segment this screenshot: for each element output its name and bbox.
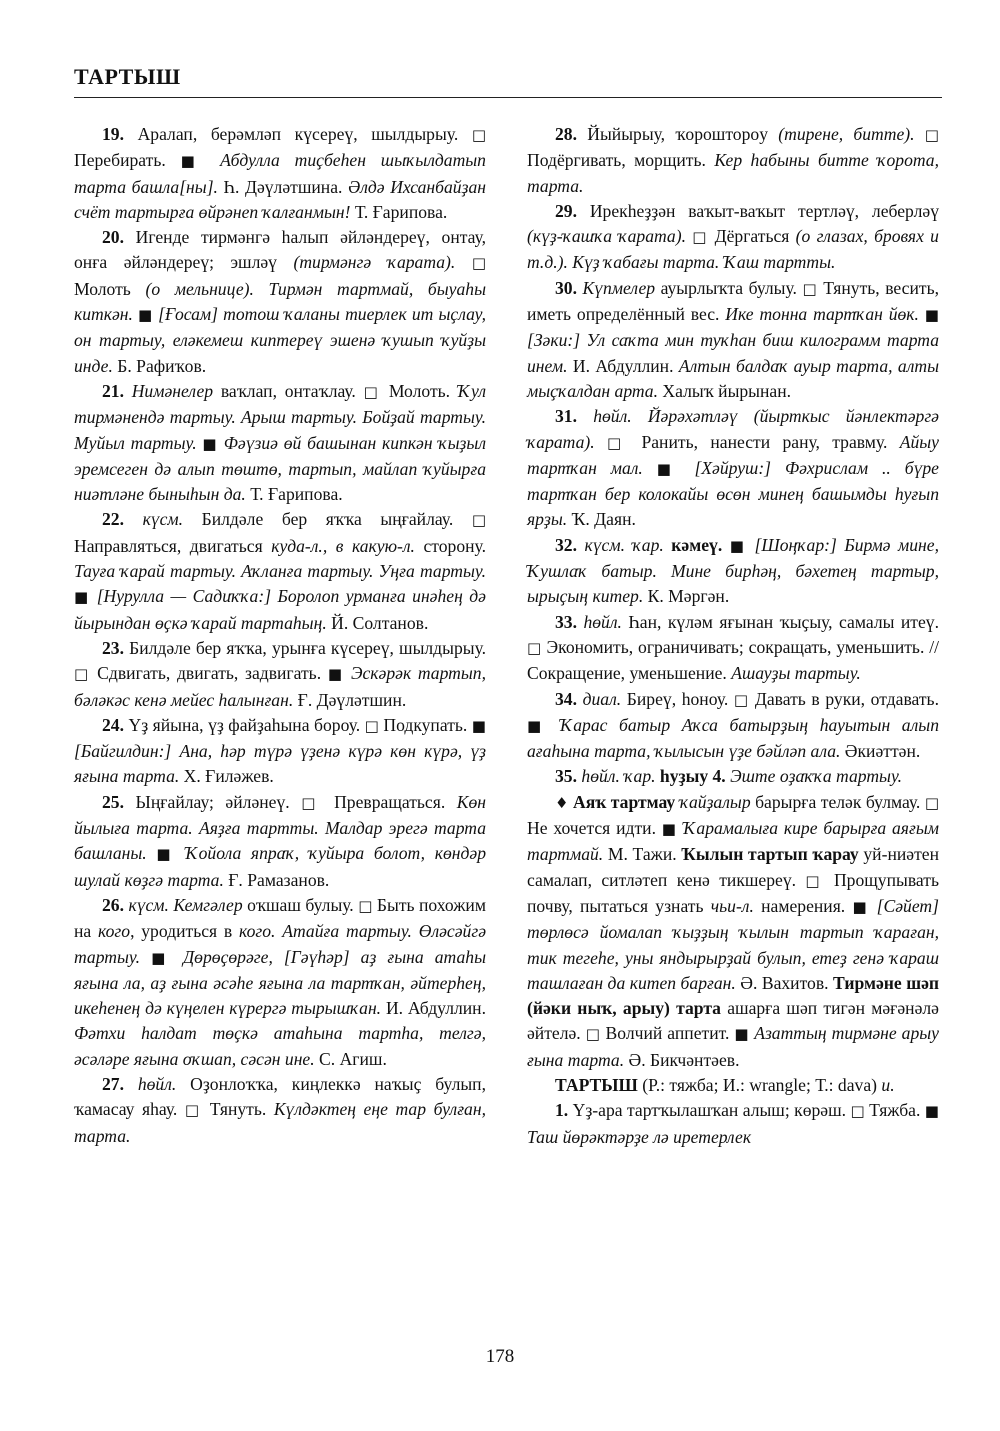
sense-number: 24. xyxy=(102,714,124,735)
example-quote-marker-icon: ■ xyxy=(74,588,91,607)
page-header-title: ТАРТЫШ xyxy=(74,64,181,89)
entry-text: С. Агиш. xyxy=(314,1048,387,1069)
russian-translation-marker-icon: □ xyxy=(802,279,818,298)
italic-text: һөйл. Йәрәхәтләү (йырткыс йәнлектәргә ҡарата). xyxy=(527,406,939,452)
entry-text: Ирекһеҙҙән ваҡыт-ваҡыт тертләү, леберләү xyxy=(577,200,939,221)
example-quote-marker-icon: ■ xyxy=(156,845,176,864)
entry-paragraph xyxy=(527,790,939,1073)
entry-paragraph xyxy=(74,790,486,893)
right-column xyxy=(527,122,939,1150)
sense-number: 21. xyxy=(102,380,124,401)
bold-term: һуҙыу 4. xyxy=(655,766,726,787)
sense-number: 25. xyxy=(102,791,124,812)
entry-text: Х. Ғиләжев. xyxy=(179,766,274,787)
entry-paragraph xyxy=(74,636,486,713)
entry-text: Й. Солтанов. xyxy=(326,612,429,633)
italic-text: кого. Атайға тартыу. Өләсәйгә тартыу. xyxy=(74,921,487,967)
entry-text: Билдәле бер яҡҡа, урынға күсереү, шылдырыу. xyxy=(124,637,486,658)
sense-number: 29. xyxy=(555,200,577,221)
italic-text: Айыу тартҡан мал. xyxy=(527,431,939,478)
entry-text: Ғ. Дәүләтшин. xyxy=(293,689,407,710)
russian-translation-marker-icon: □ xyxy=(692,228,709,247)
italic-text: Күпмелер xyxy=(577,277,656,298)
sense-number: 20. xyxy=(102,227,124,248)
italic-text: и. xyxy=(881,1074,895,1095)
russian-translation-marker-icon: □ xyxy=(358,896,373,915)
entry-text: Үҙ яйына, үҙ файҙаһына бороу. xyxy=(124,714,365,735)
entry-text: Экономить, ограничивать; сокращать, уменьшить. // Сокращение, уменьшение. xyxy=(527,636,939,684)
russian-translation-marker-icon: □ xyxy=(924,126,939,144)
entry-text: ашарға шәп тигән мәғәнәлә әйтелә. xyxy=(527,998,939,1044)
italic-text: Әлдә Ихсанбайҙан счёт тартырға өйрәнеп ҡалғанмын! xyxy=(74,176,486,222)
entry-text: Подёргивать, морщить. xyxy=(527,150,715,171)
entry-text: Быть похожим на xyxy=(74,894,486,942)
italic-text: Алтын балдаҡ ауыр тарта, алты мыҫҡалдан арта. xyxy=(527,355,939,401)
italic-text: Ҡарас батыр Аҡса батырҙың һауытын алып ағаһына тарта, ҡылысын үҙе бәйләп ала. xyxy=(527,714,939,762)
entry-text: сторону. xyxy=(414,535,486,556)
italic-text: күсм. ҡар. xyxy=(577,534,664,555)
russian-translation-marker-icon: □ xyxy=(924,793,939,812)
italic-text: Дөрөҫөрәге, [Гәүһәр] аҙ ғына атаһы яғына ла, аҙ ғына әсәһе яғына ла тартҡан, әйтерһең, икеһенең дә күңелен күрергә тырышҡан. xyxy=(74,946,486,1019)
entry-text: Ранить, нанести рану, травму. xyxy=(629,431,900,452)
russian-translation-marker-icon: □ xyxy=(471,254,487,273)
entry-text: Игенде тирмәнгә һалып әйләндереү, онтау, онға әйләндереү; эшләү xyxy=(74,227,486,273)
entry-text: Прощупывать почву, пытаться узнать xyxy=(527,869,939,916)
sense-number: 34. xyxy=(555,688,577,709)
sense-number: 31. xyxy=(555,406,577,427)
italic-text: Ҡарамалыға кире барырға аяғым тартмай. xyxy=(527,818,939,865)
entry-text: барырға теләк булмау. xyxy=(750,791,925,812)
entry-paragraph xyxy=(527,1098,939,1150)
entry-text: Перебирать. xyxy=(74,150,181,171)
entry-text: , уродиться в xyxy=(130,921,240,942)
italic-text: һөйл. xyxy=(124,1073,177,1094)
italic-text: Таш йөрәктәрҙе лә иретерлек xyxy=(527,1126,752,1147)
italic-text: Көн йылыға тарта. Аяҙға тартты. Малдар эрегә тарта башланы. xyxy=(74,791,486,864)
entry-paragraph xyxy=(74,713,486,790)
example-quote-marker-icon: ■ xyxy=(202,434,218,453)
entry-text: Оҙонлоҡҡа, киңлеккә наҡыҫ булып, ҡамасау яһау. xyxy=(74,1073,486,1120)
entry-text xyxy=(722,535,730,555)
italic-text: (тирмәнгә ҡарата). xyxy=(293,252,456,273)
entry-text xyxy=(455,252,472,272)
bold-term: Аяҡ тартмау xyxy=(568,791,676,812)
entry-text: И. Абдуллин. xyxy=(381,998,486,1019)
entry-text: Молоть. xyxy=(381,380,458,401)
russian-translation-marker-icon: □ xyxy=(301,793,323,812)
italic-text: Ҡул тирмәнендә тартыу. Арыш тартыу. Бойҙай тартыу. Муйыл тартыу. xyxy=(74,380,486,453)
entry-text: Т. Ғарипова. xyxy=(350,201,448,222)
entry-paragraph xyxy=(74,893,486,1072)
italic-text: (о мельнице). Тирмән тартмай, быуаһы киткән. xyxy=(74,278,486,325)
italic-text: [Байгилдин:] Ана, һәр түрә үҙенә күрә көн күрә, үҙ яғына тарта. xyxy=(74,741,486,787)
entry-paragraph xyxy=(527,199,939,276)
entry-text: Ә. Вахитов. xyxy=(735,972,834,993)
russian-translation-marker-icon: □ xyxy=(74,665,91,684)
entry-text: К. Мәргән. xyxy=(643,586,730,607)
entry-paragraph xyxy=(74,122,486,225)
entry-text: уй-ниәтен самалап, ситләтеп кенә тикшереү. xyxy=(527,844,940,890)
example-quote-marker-icon: ■ xyxy=(924,1102,939,1121)
russian-translation-marker-icon: □ xyxy=(364,716,379,735)
sense-number: 26. xyxy=(102,894,124,915)
entry-paragraph xyxy=(527,276,939,404)
italic-text: чьи-л. xyxy=(710,895,754,916)
russian-translation-marker-icon: □ xyxy=(184,1101,203,1120)
entry-text xyxy=(147,843,157,863)
russian-translation-marker-icon: □ xyxy=(585,1025,601,1044)
entry-paragraph xyxy=(74,225,486,379)
italic-text: Кер һабыны битте ҡорота, тарта. xyxy=(527,150,939,196)
bold-term: Тирмәне шәп (йәки ныҡ, арыу) тарта xyxy=(527,972,940,1019)
russian-translation-marker-icon: □ xyxy=(733,690,750,709)
entry-text: Аралап, берәмләп күсереү, шылдырыу. xyxy=(124,124,472,144)
entry-text: оҡшаш булыу. xyxy=(242,894,359,915)
entry-paragraph xyxy=(527,764,939,789)
entry-text: Подкупать. xyxy=(378,714,472,735)
sense-number: 27. xyxy=(102,1073,124,1094)
page-number: 178 xyxy=(485,1346,515,1367)
example-quote-marker-icon: ■ xyxy=(852,897,870,916)
example-quote-marker-icon: ■ xyxy=(151,948,172,967)
entry-paragraph xyxy=(527,1073,939,1098)
sense-number: 23. xyxy=(102,637,124,658)
entry-text: Давать в руки, отдавать. xyxy=(749,688,939,709)
idiom-marker-icon: ♦ xyxy=(555,793,569,812)
entry-text: Тянуть. xyxy=(202,1099,274,1120)
italic-text: Эште оҙаҡҡа тартыу. xyxy=(725,766,903,787)
italic-text: күсм. xyxy=(124,509,184,530)
example-quote-marker-icon: ■ xyxy=(327,665,345,684)
russian-translation-marker-icon: □ xyxy=(607,433,630,452)
italic-text: (тирене, битте). xyxy=(778,124,915,144)
entry-text: Үҙ-ара тартҡылашҡан алыш; көрәш. xyxy=(568,1100,851,1121)
example-quote-marker-icon: ■ xyxy=(527,716,549,735)
sense-number: 28. xyxy=(555,124,577,144)
entry-text: Әкиәттән. xyxy=(840,741,921,762)
entry-text: И. Абдуллин. xyxy=(567,355,679,376)
entry-paragraph xyxy=(527,533,939,610)
entry-text: ваҡлап, онтаҡлау. xyxy=(213,380,364,401)
entry-paragraph xyxy=(527,610,939,687)
entry-paragraph xyxy=(527,122,939,199)
sense-number: 22. xyxy=(102,509,124,530)
italic-text: [Сәйет] төрлөсә йомалап ҡыҙҙың ҡылын тартып ҡараған, тик тегеһе, уны яндырырҙай булып, етеҙ генә ҡараш ташлаған да китеп барған. xyxy=(527,895,939,993)
italic-text: (о глазах, бровях и т.д.). Күҙ ҡабағы тарта. Ҡаш тартты. xyxy=(527,226,939,273)
entry-text: Һ. Дәүләтшина. xyxy=(217,176,349,197)
entry-text xyxy=(643,458,657,478)
italic-text: куда-л., в какую-л. xyxy=(271,535,415,556)
italic-text: Күлдәктең еңе тар булған, тарта. xyxy=(74,1099,486,1146)
header-rule xyxy=(74,97,942,98)
bold-term: кәмеү. xyxy=(663,534,723,555)
entry-text: Тяжба. xyxy=(864,1100,925,1121)
entry-text: Ыңғайлау; әйләнеү. xyxy=(124,791,302,812)
entry-text: Сдвигать, двигать, задвигать. xyxy=(90,663,328,684)
italic-text: Ике тонна тартҡан йөк. xyxy=(725,304,919,325)
sense-number: 33. xyxy=(555,611,577,632)
italic-text: Азаттың тирмәне арыу ғына тарта. xyxy=(527,1023,939,1070)
sense-number: 19. xyxy=(102,124,124,144)
sense-number: 32. xyxy=(555,534,577,555)
italic-text: Ҡойола япраҡ, ҡуйыра болот, көндәр шулай көҙгә тарта. xyxy=(74,843,486,890)
russian-translation-marker-icon: □ xyxy=(527,638,542,657)
bold-term: ТАРТЫШ xyxy=(555,1074,638,1095)
italic-text: Фәүзиә өй башынан кипкән ҡыҙыл эремсеген дә алып төштө, тартып, майлап ҡуйырға ниәтләне быныһын да. xyxy=(74,432,487,505)
russian-translation-marker-icon: □ xyxy=(850,1102,865,1121)
italic-text: [Шоңҡар:] Бирмә мине, Ҡушлаҡ батыр. Мине бирһәң, бәхетең тартыр, ырыҫың китер. xyxy=(527,534,939,607)
entry-text xyxy=(140,947,151,967)
sense-number: 30. xyxy=(555,277,577,298)
entry-text: намерения. xyxy=(753,895,853,916)
left-column xyxy=(74,122,486,1149)
entry-text: Ә. Бикчәнтәев. xyxy=(624,1049,740,1070)
russian-translation-marker-icon: □ xyxy=(363,382,382,401)
entry-paragraph xyxy=(74,379,486,507)
italic-text: ҡайҙалыр xyxy=(675,791,751,812)
example-quote-marker-icon: ■ xyxy=(924,306,939,325)
example-quote-marker-icon: ■ xyxy=(138,306,153,325)
entry-text: Т. Ғарипова. xyxy=(245,484,343,505)
italic-text: Ашауҙы тартыу. xyxy=(731,663,861,684)
italic-text: һөйл. ҡар. xyxy=(577,766,656,787)
entry-text: Молоть xyxy=(74,278,146,299)
entry-text: Волчий аппетит. xyxy=(600,1023,735,1044)
italic-text: кого xyxy=(98,921,131,942)
russian-translation-marker-icon: □ xyxy=(805,871,825,890)
entry-text: Һан, күләм яғынан ҡыҫыу, самалы итеү. xyxy=(621,611,940,632)
italic-text: Абдулла тиҫбеһен шыҡылдатып тарта башла[ны]. xyxy=(74,150,486,197)
italic-text: һөйл. xyxy=(577,611,622,632)
entry-paragraph xyxy=(527,404,939,532)
sense-number: 1. xyxy=(555,1100,569,1121)
entry-text xyxy=(915,124,925,144)
entry-text: Превращаться. xyxy=(322,791,457,812)
bold-term: Ҡылын тартып ҡарау xyxy=(681,844,859,865)
example-quote-marker-icon: ■ xyxy=(661,820,678,839)
entry-text: Направляться, двигаться xyxy=(74,535,272,556)
italic-text: диал. xyxy=(577,688,622,709)
entry-text: Йыйырыу, ҡорошторoу xyxy=(577,124,779,144)
entry-text: Б. Рафиҡов. xyxy=(112,355,207,376)
russian-translation-marker-icon: □ xyxy=(471,511,486,530)
example-quote-marker-icon: ■ xyxy=(734,1025,750,1044)
sense-number: 35. xyxy=(555,766,577,787)
entry-text: Халыҡ йырынан. xyxy=(658,380,792,401)
entry-text: Ғ. Рамазанов. xyxy=(223,869,330,890)
italic-text: [Ғосам] тотош ҡаланы тиерлек ит ыҫлау, он тартыу, еләкемеш киптереү эшенә ҡушып ҡуйҙы инде. xyxy=(74,304,486,376)
entry-text: Тянуть, весить, иметь определённый вес. xyxy=(527,277,939,325)
italic-text: [Хәйруш:] Фәхрислам .. бүре тартҡан бер колокайы өсөн минең башымды һуғып ярҙы. xyxy=(527,457,939,530)
italic-text: [Зәки:] Ул саҡта мин туҡһан биш килограмм тарта инем. xyxy=(527,330,939,376)
entry-text: Не хочется идти. xyxy=(527,818,662,839)
italic-text: Нимәнелер xyxy=(124,380,214,401)
italic-text: Тауға ҡарай тартыу. Аҡланға тартыу. Уңға тартыу. xyxy=(74,561,486,582)
entry-text xyxy=(595,432,607,452)
entry-text: Ҡ. Даян. xyxy=(567,509,636,530)
entry-text: (Р.: тяжба; И.: wrangle; Т.: dava) xyxy=(637,1074,882,1095)
entry-text: Билдәле бер яҡҡа ыңғайлау. xyxy=(183,509,472,530)
example-quote-marker-icon: ■ xyxy=(180,152,206,171)
entry-text: Биреү, һоноу. xyxy=(621,688,734,709)
entry-text: Дёргаться xyxy=(708,226,796,247)
entry-paragraph xyxy=(527,687,939,765)
entry-paragraph xyxy=(74,507,486,635)
italic-text: күсм. Кемгәлер xyxy=(124,894,243,915)
italic-text: Фәтхи һалдат төҫкә атаһына тартһа, телгә, әсәләре яғына оҡшап, сәсән ине. xyxy=(74,1023,486,1069)
italic-text: Эскәрәк тартып, бәләкәс кенә мейес һалынған. xyxy=(74,663,486,710)
example-quote-marker-icon: ■ xyxy=(471,716,486,735)
example-quote-marker-icon: ■ xyxy=(656,459,681,478)
italic-text: (күҙ-ҡашҡа ҡарата). xyxy=(527,226,686,247)
example-quote-marker-icon: ■ xyxy=(729,536,748,555)
italic-text: [Нурулла — Садиҡҡа:] Боролоп урманға инәһең дә йырындан өҫкә ҡарай тартаһың. xyxy=(74,586,486,633)
russian-translation-marker-icon: □ xyxy=(471,126,486,144)
entry-paragraph xyxy=(74,1072,486,1149)
entry-text: ауырлыҡта булыу. xyxy=(655,277,803,298)
entry-text: М. Тажи. xyxy=(603,844,682,865)
